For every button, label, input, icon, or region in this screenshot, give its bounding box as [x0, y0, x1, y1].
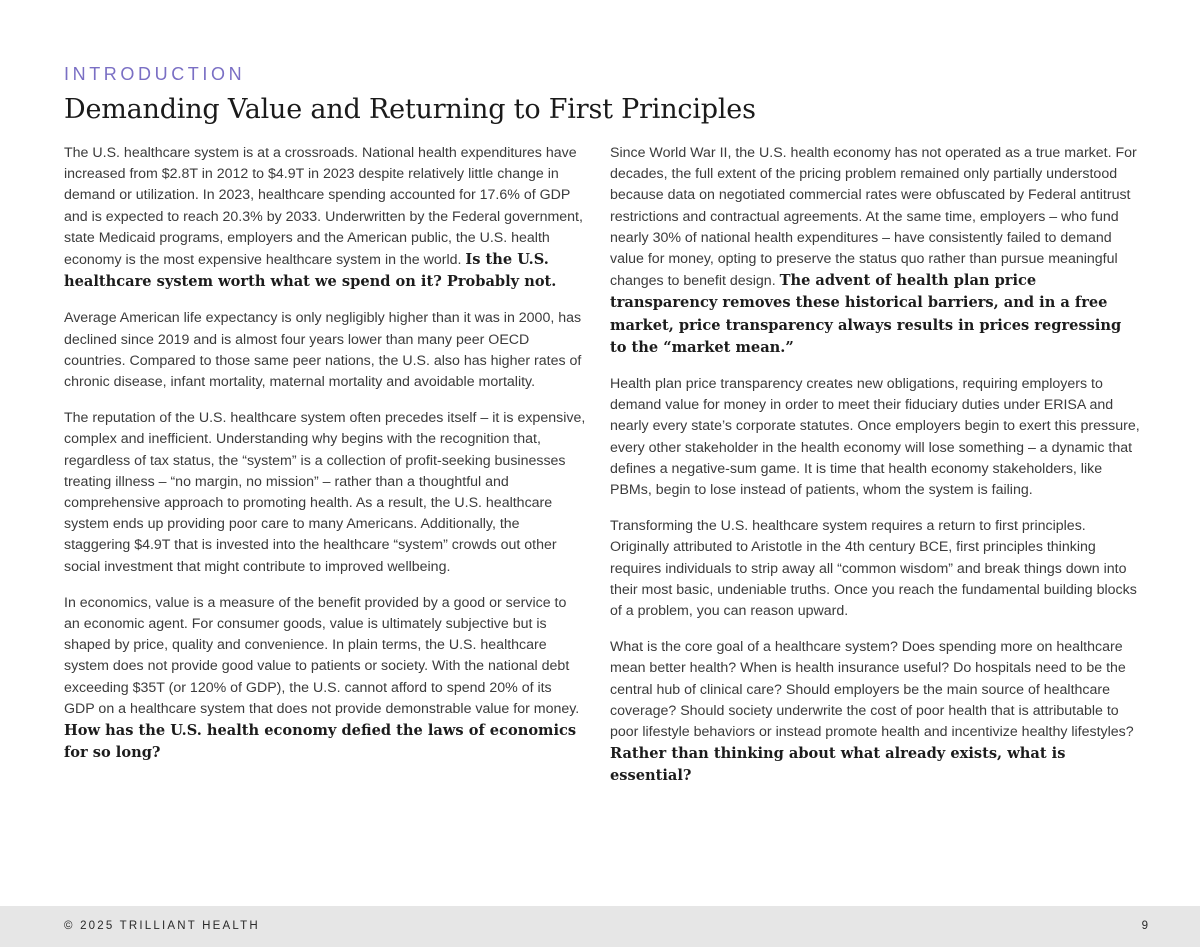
paragraph-text: In economics, value is a measure of the benefit provided by a good or service to an economic agent. For consumer goods, value is ultimately subjective but is shaped by price, quality and convenience. In plain terms, the U.S. healthcare system does not provide good value to patients or society. With the national debt exceeding $35T (or 120% of GDP), the U.S. cannot afford to spend 20% of its GDP on a healthcare system that does not provide demonstrable value for money.: [64, 594, 580, 717]
paragraph: [64, 593, 586, 765]
paragraph-emphasis: Rather than thinking about what already exists, what is essential?: [610, 745, 1066, 785]
paragraph: [610, 374, 1140, 501]
paragraph-text: Health plan price transparency creates new obligations, requiring employers to demand value for money in order to meet their fiduciary duties under ERISA and nearly every state’s corporate statutes. Once employers begin to exert this pressure, every other stakeholder in the health economy will lose something – a dynamic that defines a negative-sum game. It is time that health economy stakeholders, like PBMs, begin to lose instead of patients, whom the system is failing.: [610, 376, 1140, 499]
left-column: [64, 143, 586, 779]
paragraph: [64, 408, 586, 578]
paragraph: [610, 516, 1140, 622]
paragraph-text: What is the core goal of a healthcare system? Does spending more on healthcare mean better health? When is health insurance useful? Do hospitals need to be the central hub of clinical care? Should employers be the main source of healthcare coverage? Should society underwrite the cost of poor health that is attributable to poor lifestyle behaviors or instead promote health and incentivize healthy lifestyles?: [610, 639, 1134, 741]
paragraph-text: Transforming the U.S. healthcare system requires a return to first principles. Originally attributed to Aristotle in the 4th century BCE, first principles thinking requires individuals to strip away all “common wisdom” and break things down into their most basic, undeniable truths. Once you reach the fundamental building blocks of a problem, you can reason upward.: [610, 518, 1137, 620]
paragraph-text: The U.S. healthcare system is at a crossroads. National health expenditures have increased from $2.8T in 2012 to $4.9T in 2023 despite relatively little change in demand or utilization. In 2023, healthcare spending accounted for 17.6% of GDP and is expected to reach 20.3% by 2033. Underwritten by the Federal government, state Medicaid programs, employers and the American public, the U.S. health economy is the most expensive healthcare system in the world.: [64, 145, 583, 269]
page-number: 9: [1141, 920, 1148, 932]
paragraph-text: Average American life expectancy is only negligibly higher than it was in 2000, has declined since 2019 and is almost four years lower than many peer OECD countries. Compared to those same peer nations, the U.S. also has higher rates of chronic disease, infant mortality, maternal mortality and avoidable mortality.: [64, 310, 582, 391]
paragraph: [64, 308, 586, 393]
paragraph-emphasis: How has the U.S. health economy defied the laws of economics for so long?: [64, 722, 577, 762]
footer-copyright: © 2025 TRILLIANT HEALTH: [64, 920, 260, 932]
paragraph: [64, 143, 586, 293]
section-eyebrow: INTRODUCTION: [64, 64, 246, 84]
paragraph-text: Since World War II, the U.S. health economy has not operated as a true market. For decades, the full extent of the pricing problem remained only partially understood because data on negotiated commercial rates were obfuscated by Federal antitrust restrictions and contractual agreements. At the same time, employers – who fund nearly 30% of national health expenditures – have consistently failed to demand value for money, opting to preserve the status quo rather than pursue meaningful changes to benefit design.: [610, 145, 1137, 290]
paragraph-emphasis: Is the U.S. healthcare system worth what we spend on it? Probably not.: [64, 251, 557, 291]
right-column: [610, 143, 1140, 803]
paragraph: [610, 637, 1140, 787]
page-footer: [0, 906, 1200, 947]
page-title: Demanding Value and Returning to First Principles: [64, 94, 756, 125]
paragraph-text: The reputation of the U.S. healthcare system often precedes itself – it is expensive, complex and inefficient. Understanding why begins with the recognition that, regardless of tax status, the “system” is a collection of profit-seeking businesses treating illness – “no margin, no mission” – rather than a thoughtful and comprehensive approach to promoting health. As a result, the U.S. healthcare system ends up providing poor care to many Americans. Additionally, the staggering $4.9T that is invested into the healthcare “system” crowds out other social investment that might contribute to improved wellbeing.: [64, 410, 586, 575]
paragraph-emphasis: The advent of health plan price transparency removes these historical barriers, and in a free market, price transparency always results in prices regressing to the “market mean.”: [610, 272, 1122, 356]
paragraph: [610, 143, 1140, 359]
